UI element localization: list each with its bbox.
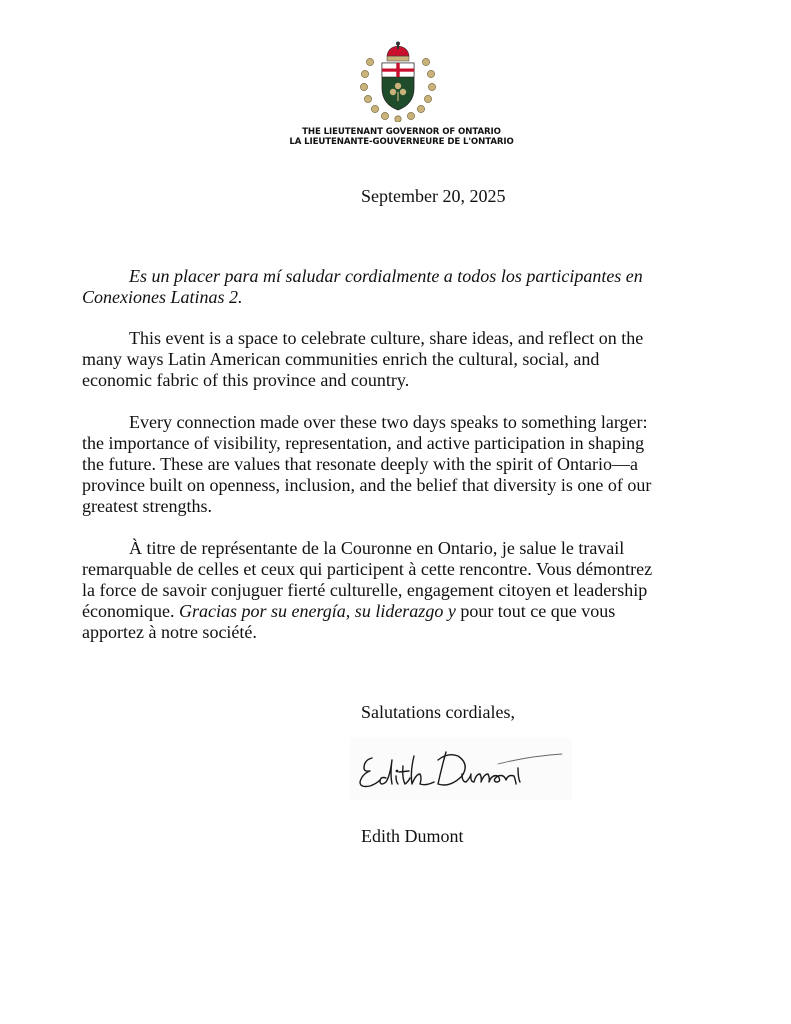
spanish-thanks: Gracias por su energía, su liderazgo y bbox=[178, 601, 456, 621]
paragraph-line: À titre de représentante de la Couronne en Ontario, je salue le travail bbox=[129, 538, 625, 558]
paragraph-line: province built on openness, inclusion, and the belief that diversity is one of our bbox=[82, 475, 652, 495]
closing-salutation: Salutations cordiales, bbox=[361, 702, 515, 722]
paragraph-line: greatest strengths. bbox=[82, 496, 212, 516]
signature-icon bbox=[350, 738, 572, 800]
org-name-en: THE LIEUTENANT GOVERNOR OF ONTARIO bbox=[302, 127, 501, 137]
paragraph-crown bbox=[82, 538, 702, 643]
paragraph-line: many ways Latin American communities enrich the cultural, social, and bbox=[82, 349, 600, 369]
org-name-fr: LA LIEUTENANTE-GOUVERNEURE DE L'ONTARIO bbox=[289, 137, 514, 147]
line-text: pour tout ce que vous bbox=[455, 601, 616, 621]
paragraph-line bbox=[82, 601, 702, 622]
paragraph-line: apportez à notre société. bbox=[82, 622, 257, 642]
crest-logo bbox=[358, 40, 438, 122]
paragraph-event bbox=[82, 328, 702, 391]
crest-icon bbox=[358, 40, 438, 122]
paragraph-connection bbox=[82, 412, 702, 517]
paragraph-line: economic fabric of this province and country. bbox=[82, 370, 410, 390]
paragraph-line: Es un placer para mí saludar cordialmente a todos los participantes en bbox=[129, 266, 643, 286]
paragraph-line: Every connection made over these two days speaks to something larger: bbox=[129, 412, 648, 432]
line-text: économique. bbox=[82, 601, 179, 621]
paragraph-line: the importance of visibility, representation, and active participation in shaping bbox=[82, 433, 645, 453]
signer-name: Edith Dumont bbox=[361, 826, 464, 846]
paragraph-line: This event is a space to celebrate culture, share ideas, and reflect on the bbox=[129, 328, 644, 348]
paragraph-line: remarquable de celles et ceux qui participent à cette rencontre. Vous démontrez bbox=[82, 559, 653, 579]
paragraph-line: la force de savoir conjuguer fierté culturelle, engagement citoyen et leadership bbox=[82, 580, 648, 600]
letter-date: September 20, 2025 bbox=[361, 186, 506, 206]
signature bbox=[350, 738, 572, 800]
paragraph-greeting bbox=[82, 266, 702, 308]
paragraph-line: the future. These are values that resonate deeply with the spirit of Ontario—a bbox=[82, 454, 638, 474]
paragraph-line: Conexiones Latinas 2. bbox=[82, 287, 243, 307]
